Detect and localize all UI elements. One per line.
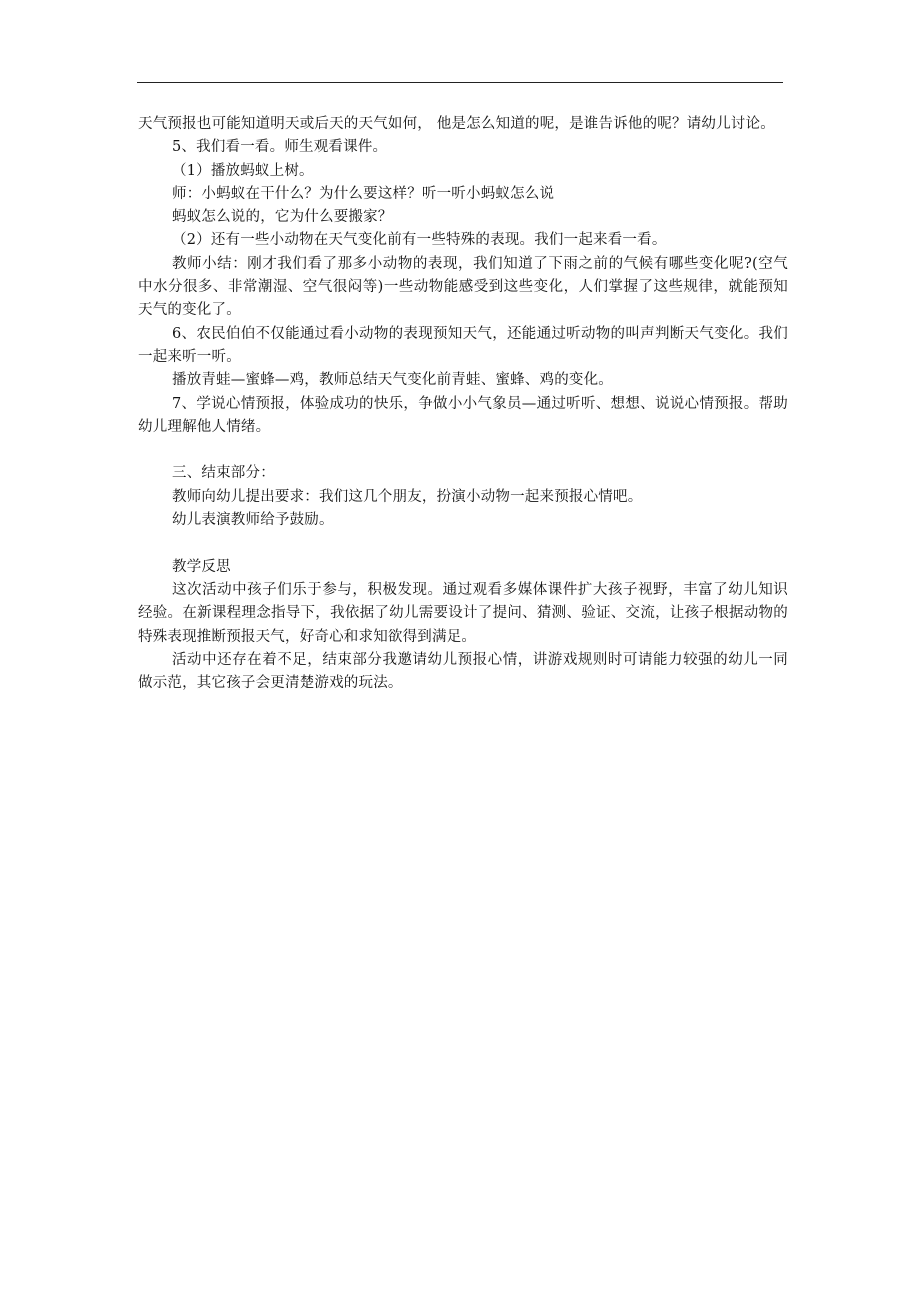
paragraph-ants-climbing: （1）播放蚂蚁上树。 bbox=[172, 162, 314, 179]
paragraph-gap bbox=[138, 532, 788, 555]
document-body bbox=[138, 113, 788, 695]
paragraph-teacher-request: 教师向幼儿提出要求：我们这几个朋友，扮演小动物一起来预报心情吧。 bbox=[172, 488, 643, 505]
paragraph-weather-forecast-discussion: 天气预报也可能知道明天或后天的天气如何， 他是怎么知道的呢，是谁告诉他的呢？请幼儿讨论。 bbox=[138, 116, 775, 132]
paragraph-teacher-summary: 教师小结：刚才我们看了那多小动物的表现，我们知道了下雨之前的气候有哪些变化呢?(空气中水分很多、非常潮湿、空气很闷等)一些动物能感受到这些变化，人们掌握了这些规律，就能预知天气的变化了。 bbox=[138, 255, 788, 319]
paragraph-teacher-question: 师：小蚂蚁在干什么？为什么要这样？听一听小蚂蚁怎么说 bbox=[172, 185, 555, 202]
paragraph-ants-moving: 蚂蚁怎么说的，它为什么要搬家？ bbox=[172, 209, 393, 226]
paragraph-reflection-shortcoming: 活动中还存在着不足，结束部分我邀请幼儿预报心情，讲游戏规则时可请能力较强的幼儿一同做示范，其它孩子会更清楚游戏的玩法。 bbox=[138, 651, 788, 692]
paragraph-gap bbox=[138, 439, 788, 462]
section-heading-ending: 三、结束部分： bbox=[172, 465, 275, 482]
paragraph-step-7: 7、学说心情预报，体验成功的快乐，争做小小气象员—通过听听、想想、说说心情预报。帮助幼儿理解他人情绪。 bbox=[138, 395, 788, 435]
paragraph-frog-bee-chicken: 播放青蛙—蜜蜂—鸡，教师总结天气变化前青蛙、蜜蜂、鸡的变化。 bbox=[172, 372, 613, 389]
paragraph-special-behaviors: （2）还有一些小动物在天气变化前有一些特殊的表现。我们一起来看一看。 bbox=[172, 232, 667, 249]
section-heading-reflection: 教学反思 bbox=[172, 558, 231, 575]
paragraph-reflection-positive: 这次活动中孩子们乐于参与，积极发现。通过观看多媒体课件扩大孩子视野，丰富了幼儿知识经验。在新课程理念指导下，我依据了幼儿需要设计了提问、猜测、验证、交流，让孩子根据动物的特殊表现推断预报天气，好奇心和求知欲得到满足。 bbox=[138, 581, 788, 645]
paragraph-step-5: 5、我们看一看。师生观看课件。 bbox=[172, 139, 388, 156]
paragraph-children-performance: 幼儿表演教师给予鼓励。 bbox=[172, 512, 334, 529]
header-rule bbox=[137, 82, 783, 83]
paragraph-step-6: 6、农民伯伯不仅能通过看小动物的表现预知天气，还能通过听动物的叫声判断天气变化。我们一起来听一听。 bbox=[138, 325, 788, 365]
